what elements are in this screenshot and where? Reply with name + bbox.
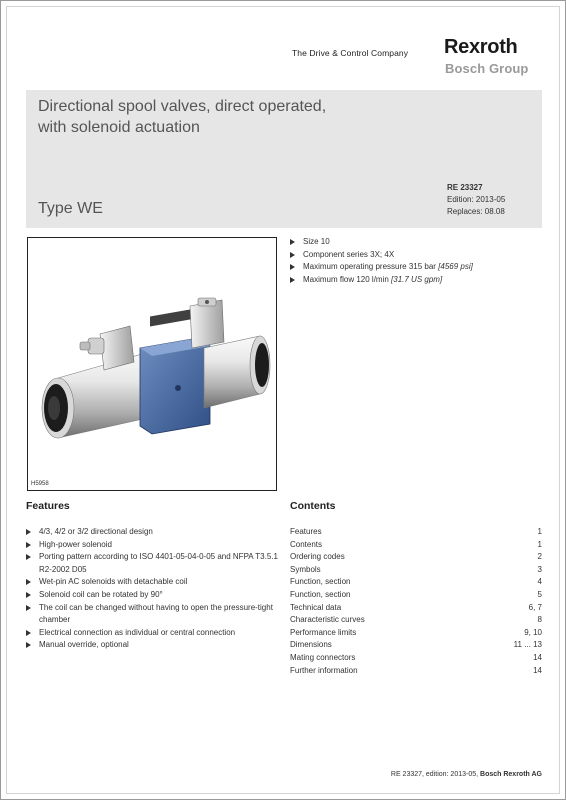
contents-row[interactable]: [290, 564, 542, 577]
contents-label: Characteristic curves: [290, 615, 365, 625]
replaces: Replaces: 08.08: [447, 207, 505, 216]
contents-row[interactable]: [290, 639, 542, 652]
contents-row[interactable]: [290, 602, 542, 615]
contents-label: Mating connectors: [290, 652, 356, 662]
feature-item: High-power solenoid: [26, 539, 284, 552]
feature-item: Wet-pin AC solenoids with detachable coil: [26, 576, 284, 589]
contents-page: 8: [537, 615, 542, 625]
spec-list: [290, 236, 473, 286]
bullet-arrow-icon: [26, 642, 31, 648]
contents-label: Further information: [290, 665, 358, 675]
bullet-arrow-icon: [26, 579, 31, 585]
bullet-arrow-icon: [26, 630, 31, 636]
contents-label: Contents: [290, 539, 323, 549]
contents-label: Symbols: [290, 564, 321, 574]
contents-label: Features: [290, 527, 322, 536]
spec-item: Maximum flow 120 l/min [31.7 US gpm]: [290, 274, 473, 287]
contents-page: 11 ... 13: [513, 640, 542, 650]
feature-item: Porting pattern according to ISO 4401-05-04-0-05 and NFPA T3.5.1 R2-2002 D05: [26, 551, 284, 576]
contents-row[interactable]: [290, 627, 542, 640]
bullet-arrow-icon: [290, 277, 295, 283]
contents-page: 9, 10: [524, 627, 542, 637]
bullet-arrow-icon: [290, 239, 295, 245]
contents-row[interactable]: [290, 652, 542, 665]
contents-label: Ordering codes: [290, 552, 345, 562]
contents-label: Dimensions: [290, 640, 332, 650]
contents-label: Performance limits: [290, 627, 357, 637]
footer-company: Bosch Rexroth AG: [480, 771, 542, 778]
product-photo: [27, 237, 277, 491]
feature-item: Solenoid coil can be rotated by 90°: [26, 589, 284, 602]
feature-item: 4/3, 4/2 or 3/2 directional design: [26, 526, 284, 539]
right-solenoid-coil: [204, 336, 270, 408]
bullet-arrow-icon: [26, 605, 31, 611]
contents-page: 2: [537, 552, 542, 562]
bullet-arrow-icon: [26, 554, 31, 560]
contents-heading: Contents: [290, 500, 336, 512]
left-connector: [80, 326, 134, 370]
spec-item: Maximum operating pressure 315 bar [4569 psi]: [290, 261, 473, 274]
contents-page: 5: [537, 589, 542, 599]
feature-list: [26, 526, 284, 652]
contents-label: Function, section: [290, 577, 351, 587]
contents-page: 3: [537, 564, 542, 574]
contents-row[interactable]: [290, 665, 542, 678]
contents-row[interactable]: [290, 614, 542, 627]
bullet-arrow-icon: [290, 252, 295, 258]
contents-page: 1: [537, 539, 542, 549]
feature-item: The coil can be changed without having to open the pressure-tight chamber: [26, 602, 284, 627]
spec-item: Component series 3X; 4X: [290, 249, 473, 262]
footer-ref: RE 23327, edition: 2013-05,: [390, 771, 481, 778]
bullet-arrow-icon: [26, 592, 31, 598]
contents-page: 14: [533, 665, 542, 675]
document-number: RE 23327: [447, 183, 483, 192]
photo-id: H5958: [31, 481, 49, 487]
contents-page: 1: [537, 527, 542, 536]
document-meta: [447, 182, 505, 218]
feature-item: Manual override, optional: [26, 639, 284, 652]
right-connector: [190, 298, 224, 348]
title-line-2: with solenoid actuation: [38, 119, 200, 136]
company-tagline: The Drive & Control Company: [292, 48, 409, 58]
feature-item: Electrical connection as individual or central connection: [26, 627, 284, 640]
contents-row[interactable]: [290, 526, 542, 539]
valve-illustration: [28, 238, 276, 490]
features-heading: Features: [26, 500, 70, 512]
spec-item: Size 10: [290, 236, 473, 249]
bullet-arrow-icon: [26, 529, 31, 535]
contents-row[interactable]: [290, 589, 542, 602]
contents-row[interactable]: [290, 539, 542, 552]
right-end-cap: [255, 343, 269, 387]
contents-page: 14: [533, 652, 542, 662]
document-title: [38, 96, 326, 138]
contents-label: Function, section: [290, 589, 351, 599]
edition: Edition: 2013-05: [447, 195, 506, 204]
contents-label: Technical data: [290, 602, 342, 612]
type-label: Type WE: [38, 200, 103, 217]
bosch-group-logo: Bosch Group: [445, 61, 529, 76]
bullet-arrow-icon: [26, 542, 31, 548]
rexroth-logo: Rexroth: [444, 36, 518, 58]
contents-row[interactable]: [290, 576, 542, 589]
left-solenoid-coil: [42, 350, 156, 438]
contents-page: 6, 7: [528, 602, 542, 612]
contents-row[interactable]: [290, 551, 542, 564]
title-line-1: Directional spool valves, direct operated,: [38, 98, 327, 115]
bullet-arrow-icon: [290, 264, 295, 270]
footer: [391, 771, 542, 778]
contents-page: 4: [537, 577, 542, 587]
contents-list: [290, 526, 542, 677]
